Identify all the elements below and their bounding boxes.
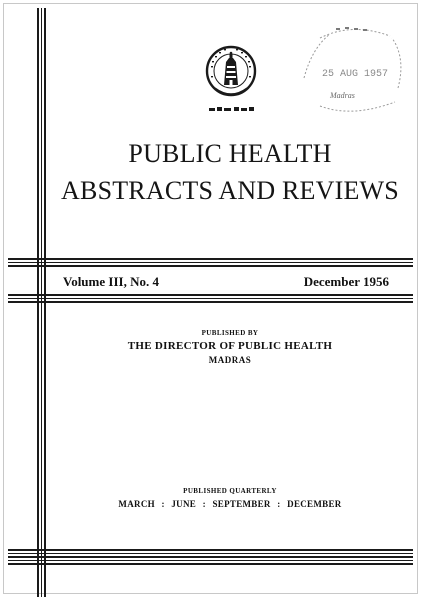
month-september: SEPTEMBER [212,499,271,509]
month-separator: : [202,499,206,509]
library-received-stamp [300,18,405,118]
publisher-name: THE DIRECTOR OF PUBLIC HEALTH [127,340,333,352]
publication-months [60,499,400,509]
rule-below-issue [8,294,413,304]
published-quarterly-label: PUBLISHED QUARTERLY [183,487,277,495]
journal-title-line-2: ABSTRACTS AND REVIEWS [61,176,399,205]
stamp-place: Madras [330,91,355,100]
month-separator: : [161,499,165,509]
issue-date: December 1956 [303,274,389,289]
government-seal-emblem [205,44,257,104]
rule-above-issue [8,258,413,268]
month-december: DECEMBER [287,499,342,509]
month-june: JUNE [171,499,197,509]
month-separator: : [277,499,281,509]
volume-number: Volume III, No. 4 [63,274,159,289]
month-march: MARCH [118,499,155,509]
rule-bottom-band [8,549,413,569]
stamp-date: 25 AUG 1957 [322,69,389,80]
published-by-label: PUBLISHED BY [201,329,259,337]
publisher-place: MADRAS [208,355,252,365]
journal-title-line-1: PUBLIC HEALTH [128,139,332,168]
seal-motto [207,101,257,109]
